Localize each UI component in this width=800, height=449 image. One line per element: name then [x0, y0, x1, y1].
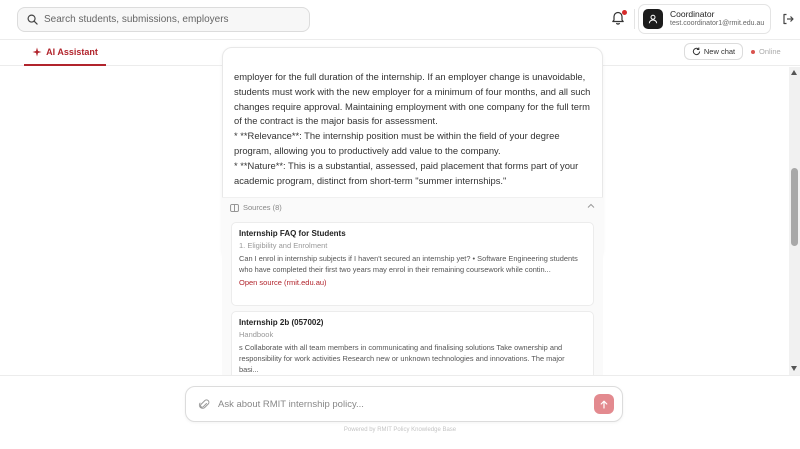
message-text: [234, 70, 596, 188]
new-chat-label: New chat: [703, 47, 736, 56]
document-icon: [230, 204, 239, 212]
sources-panel: [222, 197, 603, 387]
scroll-up-arrow[interactable]: [791, 70, 797, 75]
notifications-button[interactable]: [611, 10, 627, 26]
user-menu[interactable]: [638, 4, 771, 34]
sources-toggle[interactable]: [230, 203, 282, 212]
user-role: Coordinator: [670, 9, 715, 20]
arrow-up-icon: [600, 400, 608, 409]
chat-scrollbar[interactable]: [789, 67, 800, 375]
message-paragraph: employer for the full duration of the internship. If an employer change is unavoidable, students must work with the new employer for a minimum of four months, and all such changes require approval. Maintaining employment with one company for the full term of the contract is the major basis for assessment.: [234, 71, 591, 127]
message-composer[interactable]: [185, 386, 623, 422]
source-title: Internship FAQ for Students: [239, 229, 346, 238]
source-snippet: s Collaborate with all team members in communicating and finalising solutions Take ownership and responsibility for work activities Research new or unknown technologies and innovations. The major basi...: [239, 343, 565, 374]
user-info: [670, 10, 764, 28]
tab-label: AI Assistant: [46, 47, 98, 57]
avatar: [643, 9, 663, 29]
paperclip-icon[interactable]: [199, 398, 209, 410]
source-title: Internship 2b (057002): [239, 318, 324, 327]
tab-ai-assistant[interactable]: [24, 40, 106, 66]
source-subtitle: Handbook: [239, 330, 274, 339]
message-paragraph: * **Nature**: This is a substantial, assessed, paid placement that forms part of your academic program, distinct from short-term "summer internships.": [234, 159, 579, 186]
logout-icon: [782, 13, 794, 25]
connection-status: [751, 47, 781, 56]
logout-button[interactable]: [782, 12, 794, 30]
scroll-down-arrow[interactable]: [791, 366, 797, 371]
send-button[interactable]: [594, 394, 614, 414]
sparkle-icon: [32, 47, 42, 57]
new-chat-button[interactable]: [684, 43, 743, 60]
notification-dot: [622, 10, 627, 15]
scroll-thumb[interactable]: [791, 168, 798, 246]
search-input[interactable]: [44, 14, 294, 25]
user-icon: [648, 14, 658, 24]
status-dot: [751, 50, 755, 54]
footer-note: Powered by RMIT Policy Knowledge Base: [343, 427, 457, 433]
status-label: Online: [759, 47, 781, 56]
chat-area: [0, 67, 789, 375]
message-paragraph: * **Relevance**: The internship position must be within the field of your degree program, allowing you to productively add value to the company.: [234, 130, 560, 156]
user-email: test.coordinator1@rmit.edu.au: [670, 19, 765, 27]
source-card: [231, 222, 594, 306]
chevron-up-icon[interactable]: [587, 203, 595, 209]
top-bar: [0, 0, 800, 40]
source-snippet: Can I enrol in internship subjects if I haven't secured an internship yet? • Software Engineering students who have completed their first two years may enrol in their remaining coursework while contin...: [239, 254, 578, 274]
open-source-link[interactable]: Open source (rmit.edu.au): [239, 278, 327, 287]
source-subtitle: 1. Eligibility and Enrolment: [239, 241, 328, 250]
refresh-icon: [692, 47, 701, 56]
divider: [634, 9, 635, 29]
composer-area: [0, 375, 800, 449]
search-icon: [27, 14, 38, 25]
search-box[interactable]: [17, 7, 310, 32]
sources-header: Sources (8): [243, 203, 282, 212]
message-input[interactable]: [218, 399, 578, 410]
